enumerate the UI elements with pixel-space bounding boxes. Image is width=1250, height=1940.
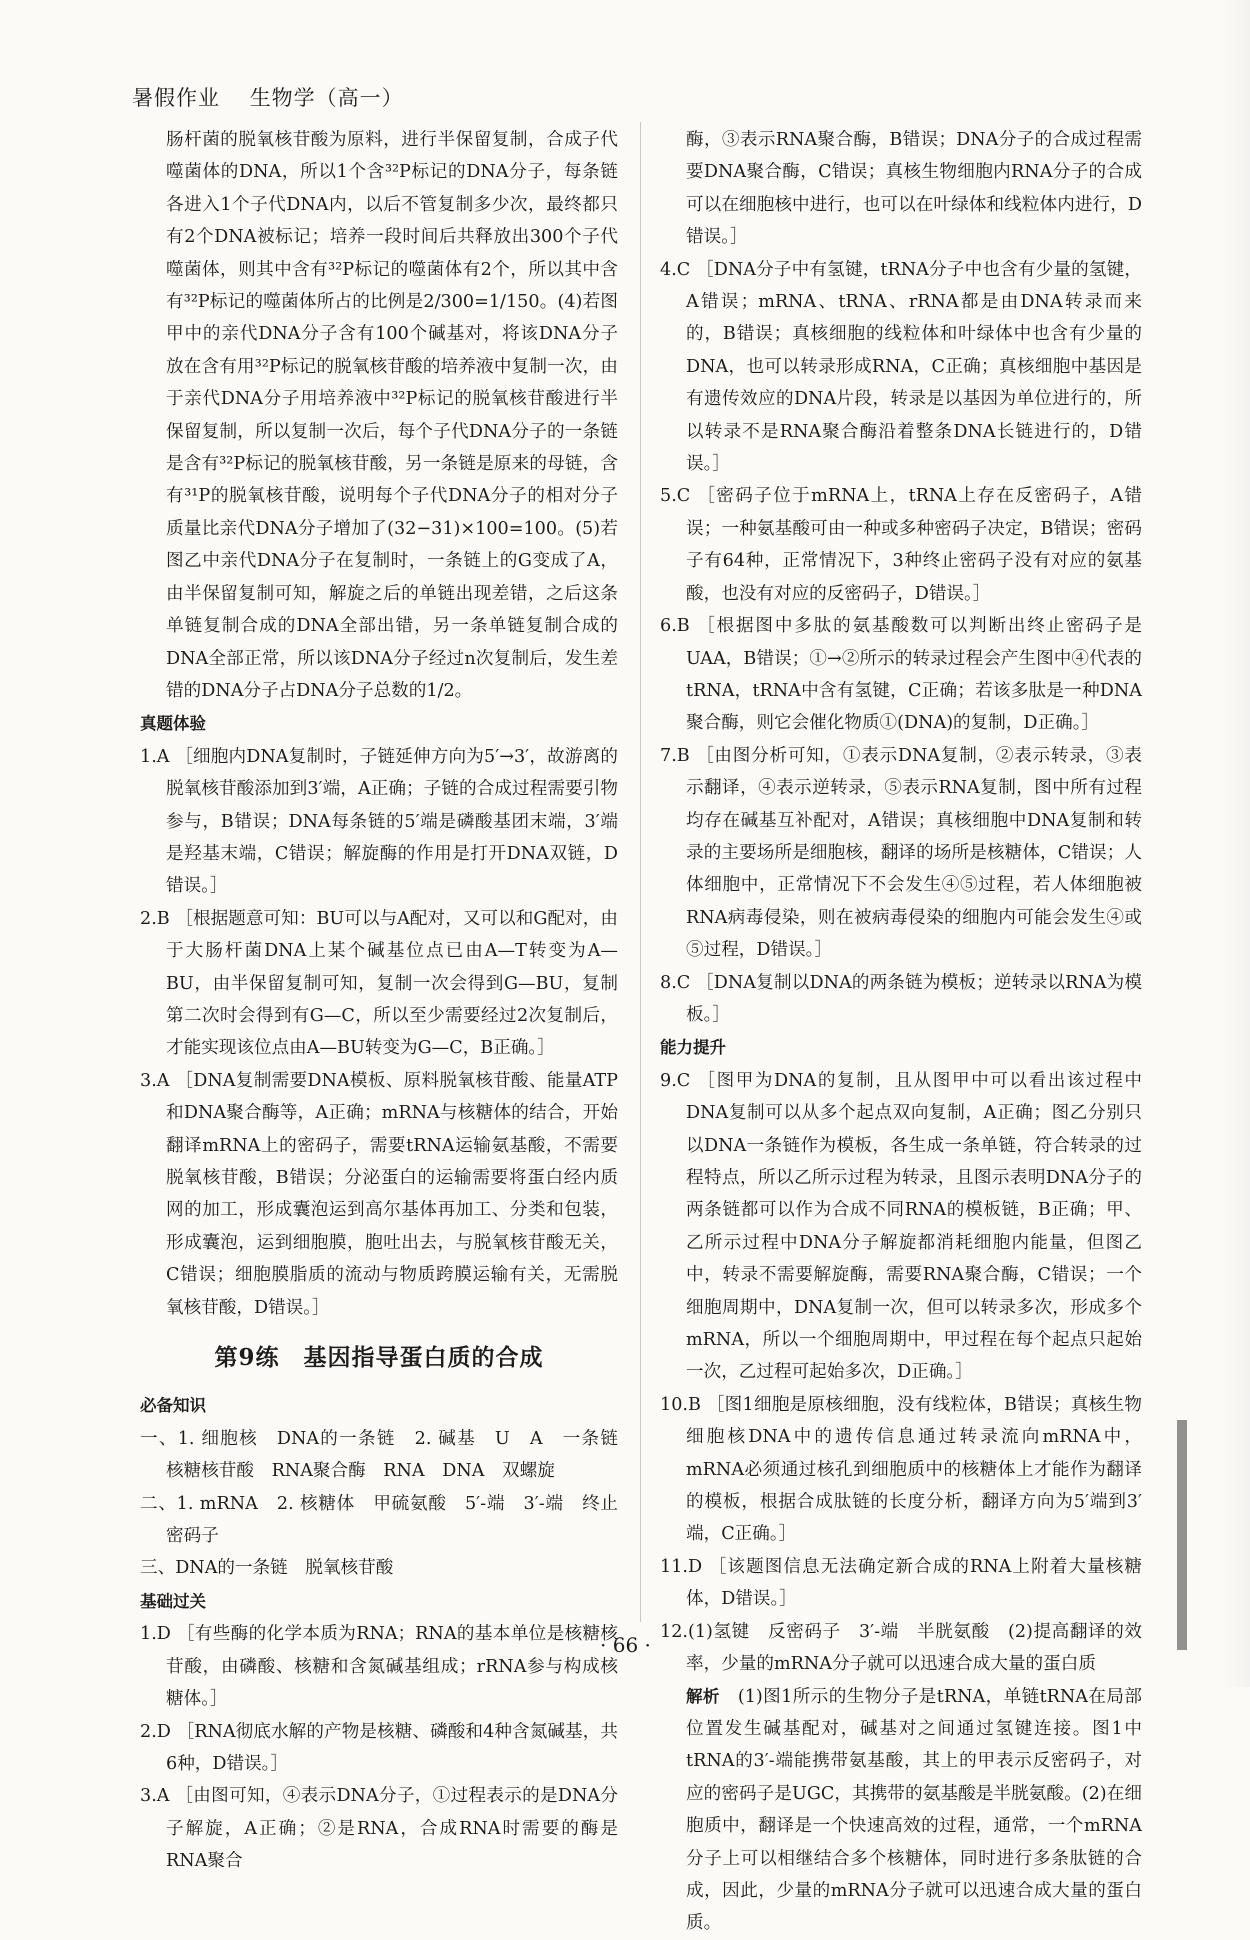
section-heading-jichu: 基础过关 (140, 1591, 206, 1611)
lesson-title: 第9练 基因指导蛋白质的合成 (214, 1344, 544, 1372)
answer-item: 12.(1)氢键 反密码子 3′-端 半胱氨酸 (2)提高翻译的效率，少量的mRNA分子就可以迅速合成大量的蛋白质 (660, 1621, 1142, 1675)
answer-item: 9.C ［图甲为DNA的复制，且从图甲中可以看出该过程中DNA复制可以从多个起点双向复制，A正确；图乙分别只以DNA一条链作为模板，各生成一条单链，符合转录的过程特点，所以乙所示过程为转录，且图示表明DNA分子的两条链都可以作为合成不同RNA的模板链，B正确；甲、乙所示过程中DNA分子解旋都消耗细胞内能量，但图乙中，转录不需要解旋酶，需要RNA聚合酶，C错误；一个细胞周期中，DNA复制一次，但可以转录多次，形成多个mRNA，所以一个细胞周期中，甲过程在每个起点只起始一次，乙过程可起始多次，D正确。］ (660, 1070, 1142, 1383)
analysis-paragraph (660, 1681, 1142, 1940)
answer-item: 11.D ［该题图信息无法确定新合成的RNA上附着大量核糖体，D错误。］ (660, 1556, 1142, 1610)
answer-item: 2.D ［RNA彻底水解的产物是核糖、磷酸和4种含氮碱基，共6种，D错误。］ (140, 1721, 618, 1774)
analysis-label: 解析 (686, 1686, 720, 1706)
header-subject: 生物学（高一） (249, 86, 404, 110)
knowledge-line: 三、DNA的一条链 脱氧核苷酸 (140, 1558, 394, 1579)
answer-item: 6.B ［根据图中多肽的氨基酸数可以判断出终止密码子是UAA，B错误；①→②所示的转录过程会产生图中④代表的tRNA，tRNA中含有氢键，C正确；若该多肽是一种DNA聚合酶，则它会催化物质①(DNA)的复制，D正确。］ (660, 616, 1142, 734)
answer-item: 1.D ［有些酶的化学本质为RNA；RNA的基本单位是核糖核苷酸，由磷酸、核糖和含氮碱基组成；rRNA参与构成核糖体。］ (140, 1624, 618, 1710)
answer-item: 2.B ［根据题意可知：BU可以与A配对，又可以和G配对，由于大肠杆菌DNA上某个碱基位点已由A—T转变为A—BU，由半保留复制可知，复制一次会得到G—BU，复制第二次时会得到有G—C，所以至少需要经过2次复制后，才能实现该位点由A—BU转变为G—C，B正确。］ (140, 908, 618, 1059)
page-number: · 66 · (600, 1633, 651, 1657)
continued-answer: 肠杆菌的脱氧核苷酸为原料，进行半保留复制，合成子代噬菌体的DNA，所以1个含³²P标记的DNA分子，每条链各进入1个子代DNA内，以后不管复制多少次，最终都只有2个DNA被标记；培养一段时间后共释放出300个子代噬菌体，则其中含有³²P标记的噬菌体有2个，所以其中含有³²P标记的噬菌体所占的比例是2/300=1/150。(4)若图甲中的亲代DNA分子含有100个碱基对，将该DNA分子放在含有用³²P标记的脱氧核苷酸的培养液中复制一次，由于亲代DNA分子用培养液中³²P标记的脱氧核苷酸进行半保留复制，所以复制一次后，每个子代DNA分子的一条链是含有³²P标记的脱氧核苷酸，另一条链是原来的母链，含有³¹P的脱氧核苷酸，说明每个子代DNA分子的相对分子质量比亲代DNA分子增加了(32−31)×100=100。(5)若图乙中亲代DNA分子在复制时，一条链上的G变成了A，由半保留复制可知，解旋之后的单链出现差错，之后这条单链复制合成的DNA全部出错，另一条单链复制合成的DNA全部正常，所以该DNA分子经过n次复制后，发生差错的DNA分子占DNA分子总数的1/2。 (166, 130, 618, 701)
answer-item: 7.B ［由图分析可知，①表示DNA复制，②表示转录，③表示翻译，④表示逆转录，⑤表示RNA复制，图中所有过程均存在碱基互补配对，A错误；真核细胞中DNA复制和转录的主要场所是细胞核，翻译的场所是核糖体，C错误；人体细胞中，正常情况下不会发生④⑤过程，若人体细胞被RNA病毒侵染，则在被病毒侵染的细胞内可能会发生④或⑤过程，D错误。］ (660, 745, 1142, 961)
continued-answer: 酶，③表示RNA聚合酶，B错误；DNA分子的合成过程需要DNA聚合酶，C错误；真核生物细胞内RNA分子的合成可以在细胞核中进行，也可以在叶绿体和线粒体内进行，D错误。］ (686, 130, 1142, 248)
column-divider (640, 122, 641, 1622)
analysis-text: (1)图1所示的生物分子是tRNA，单链tRNA在局部位置发生碱基配对，碱基对之间通过氢键连接。图1中tRNA的3′-端能携带氨基酸，其上的甲表示反密码子，对应的密码子是UGC，其携带的氨基酸是半胱氨酸。(2)在细胞质中，翻译是一个快速高效的过程，通常，一个mRNA分子上可以相继结合多个核糖体，同时进行多条肽链的合成，因此，少量的mRNA分子就可以迅速合成大量的蛋白质。 (686, 1686, 1142, 1934)
section-heading-nengli: 能力提升 (660, 1038, 726, 1058)
scan-edge-shadow (1220, 0, 1250, 1687)
answer-item: 4.C ［DNA分子中有氢键，tRNA分子中也含有少量的氢键，A错误；mRNA、tRNA、rRNA都是由DNA转录而来的，B错误；真核细胞的线粒体和叶绿体中也含有少量的DNA，也可以转录形成RNA，C正确；真核细胞中基因是有遗传效应的DNA片段，转录是以基因为单位进行的，所以转录不是RNA聚合酶沿着整条DNA长链进行的，D错误。］ (660, 259, 1142, 475)
answer-item: 1.A ［细胞内DNA复制时，子链延伸方向为5′→3′，故游离的脱氧核苷酸添加到3′端，A正确；子链的合成过程需要引物参与，B错误；DNA每条链的5′端是磷酸基团末端，3′端是羟基末端，C错误；解旋酶的作用是打开DNA双链，D错误。］ (140, 746, 618, 897)
answer-item: 5.C ［密码子位于mRNA上，tRNA上存在反密码子，A错误；一种氨基酸可由一种或多种密码子决定，B错误；密码子有64种，正常情况下，3种终止密码子没有对应的氨基酸，也没有对应的反密码子，D错误。］ (660, 486, 1142, 604)
right-column (660, 124, 1142, 1940)
answer-item: 8.C ［DNA复制以DNA的两条链为模板；逆转录以RNA为模板。］ (660, 972, 1142, 1025)
answer-item: 10.B ［图1细胞是原核细胞，没有线粒体，B错误；真核生物细胞核DNA中的遗传信息通过转录流向mRNA中，mRNA必须通过核孔到细胞质中的核糖体上才能作为翻译的模板，根据合成肽链的长度分析，翻译方向为5′端到3′端，C正确。］ (660, 1394, 1142, 1545)
scan-binding-mark (1177, 1420, 1187, 1650)
answer-item: 3.A ［DNA复制需要DNA模板、原料脱氧核苷酸、能量ATP和DNA聚合酶等，A正确；mRNA与核糖体的结合，开始翻译mRNA上的密码子，需要tRNA运输氨基酸，不需要脱氧核苷酸，B错误；分泌蛋白的运输需要将蛋白经内质网的加工，形成囊泡运到高尔基体再加工、分类和包装，形成囊泡，运到细胞膜，胞吐出去，与脱氧核苷酸无关，C错误；细胞膜脂质的流动与物质跨膜运输有关，无需脱氧核苷酸，D错误。］ (140, 1070, 618, 1318)
knowledge-line: 一、1. 细胞核 DNA的一条链 2. 碱基 U A 一条链 核糖核苷酸 RNA聚合酶 RNA DNA 双螺旋 (140, 1428, 636, 1482)
section-heading-bibei: 必备知识 (140, 1396, 206, 1416)
knowledge-line: 二、1. mRNA 2. 核糖体 甲硫氨酸 5′-端 3′-端 终止密码子 (140, 1493, 618, 1547)
header-series: 暑假作业 (132, 86, 220, 110)
running-header (132, 82, 426, 112)
answer-item: 3.A ［由图可知，④表示DNA分子，①过程表示的是DNA分子解旋，A正确；②是RNA，合成RNA时需要的酶是RNA聚合 (140, 1786, 618, 1872)
section-heading-zhenti: 真题体验 (140, 714, 206, 734)
